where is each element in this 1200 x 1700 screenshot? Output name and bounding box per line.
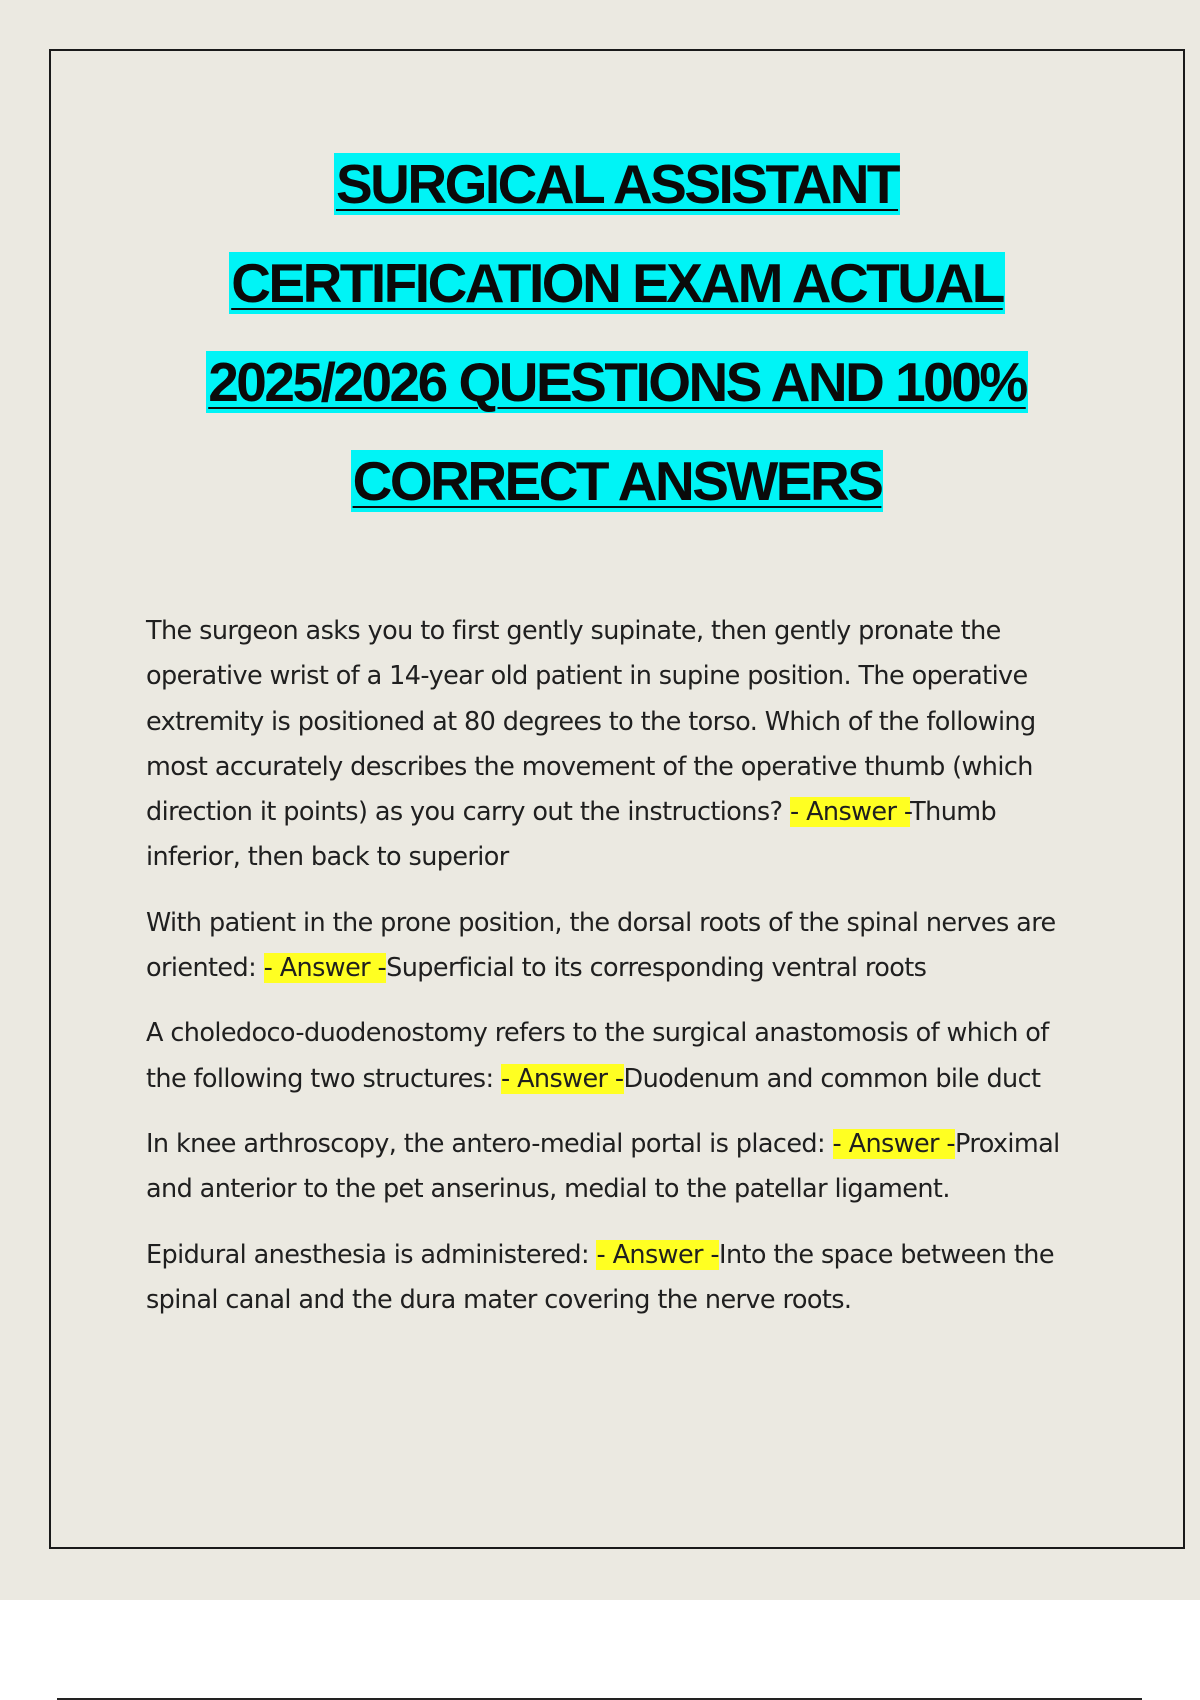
answer-marker: - Answer -: [500, 1063, 624, 1094]
question-text: With patient in the prone position, the dorsal roots of the spinal nerves are oriented:: [146, 907, 1056, 984]
qa-item: [146, 1233, 1086, 1324]
answer-text: Into the space between the spinal canal and the dura mater covering the nerve roots.: [146, 1239, 1054, 1315]
answer-text: Duodenum and common bile duct: [623, 1063, 1041, 1094]
question-text: The surgeon asks you to first gently supinate, then gently pronate the operative wrist of a 14-year old patient in supine position. The operative extremity is positioned at 80 degrees to the torso. Which of the following most accurately describes the movement of the operative thumb (which direction it points) as you carry out the instructions?: [146, 616, 1036, 828]
title-line: CERTIFICATION EXAM ACTUAL: [231, 252, 1003, 314]
qa-item: [146, 609, 1086, 881]
qa-item: [146, 901, 1086, 992]
question-answer-list: [146, 609, 1086, 1343]
answer-marker: - Answer -: [789, 797, 911, 828]
question-text: A choledoco-duodenostomy refers to the surgical anastomosis of which of the following two structures:: [146, 1018, 1049, 1094]
qa-item: [146, 1122, 1086, 1213]
answer-text: Proximal and anterior to the pet anserinus, medial to the patellar ligament.: [146, 1128, 1060, 1205]
question-text: In knee arthroscopy, the antero-medial portal is placed:: [146, 1128, 825, 1159]
title-line: SURGICAL ASSISTANT: [335, 153, 899, 215]
answer-marker: - Answer -: [263, 953, 387, 984]
answer-text: Thumb inferior, then back to superior: [146, 797, 997, 873]
title-line: 2025/2026 QUESTIONS AND 100%: [208, 351, 1026, 413]
answer-text: Superficial to its corresponding ventral roots: [386, 953, 927, 984]
qa-item: [146, 1011, 1086, 1102]
question-text: Epidural anesthesia is administered:: [146, 1239, 589, 1270]
answer-marker: - Answer -: [832, 1128, 956, 1159]
answer-marker: - Answer -: [596, 1239, 720, 1270]
document-title: [49, 135, 1185, 531]
title-line: CORRECT ANSWERS: [352, 450, 882, 512]
